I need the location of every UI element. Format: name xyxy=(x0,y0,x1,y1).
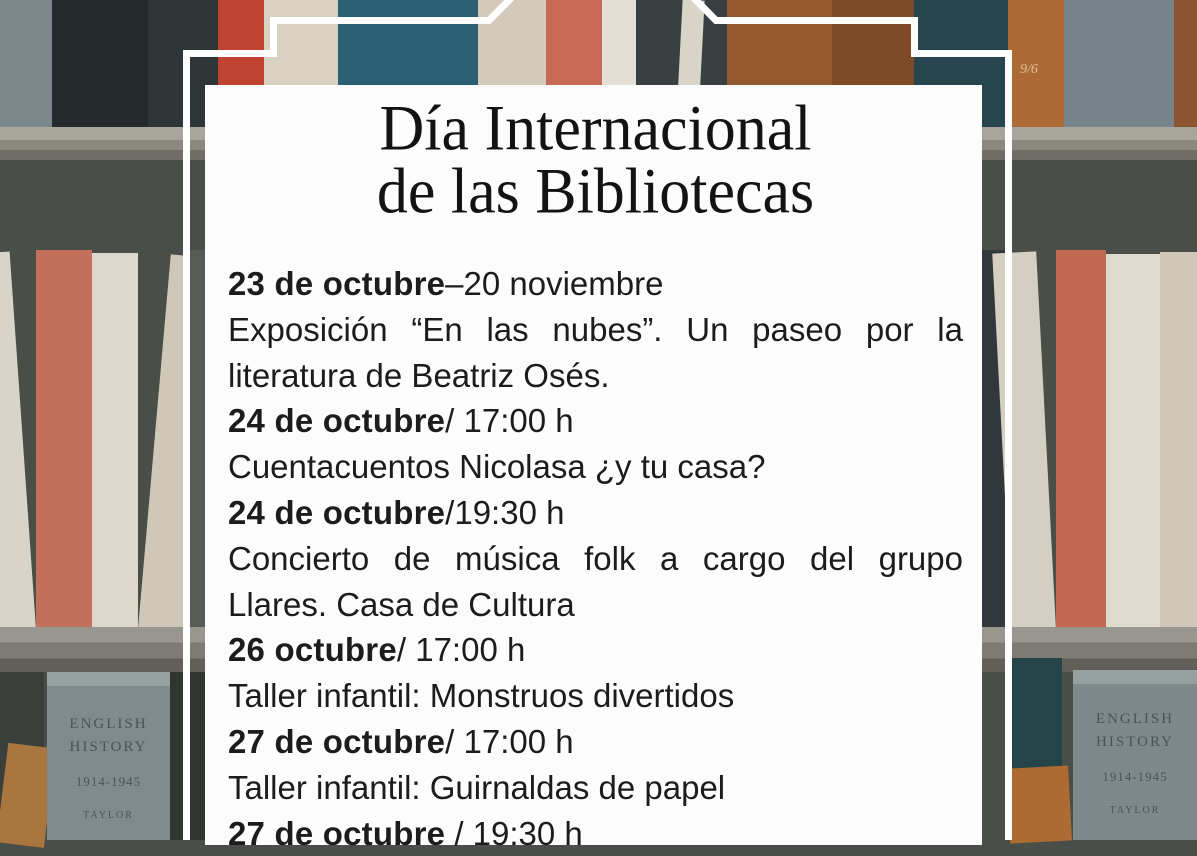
event-item xyxy=(228,627,963,719)
poster-title-line2: de las Bibliotecas xyxy=(376,155,815,228)
book-years: 1914-1945 xyxy=(75,774,142,789)
event-date: 24 de octubre xyxy=(228,402,446,440)
book-years: 1914-1945 xyxy=(1102,769,1168,784)
event-item xyxy=(228,811,963,856)
book-title-line: ENGLISH xyxy=(69,716,148,732)
book-spine xyxy=(92,253,138,630)
book-spine xyxy=(1064,0,1174,127)
event-list xyxy=(228,261,963,856)
event-description: Concierto de música folk a cargo del grupo Llares. Casa de Cultura xyxy=(228,539,963,623)
event-time: / 17:00 h xyxy=(396,631,526,669)
book-spine xyxy=(36,250,92,630)
book-spine xyxy=(1174,0,1197,127)
event-item xyxy=(228,261,963,398)
event-time: –20 noviembre xyxy=(445,265,664,302)
event-description: Cuentacuentos Nicolasa ¿y tu casa? xyxy=(228,448,766,486)
event-date: 24 de octubre xyxy=(228,493,446,531)
book-spine xyxy=(52,0,148,127)
book-spine-title xyxy=(47,713,170,823)
event-time: /19:30 h xyxy=(445,493,565,531)
book-author: TAYLOR xyxy=(83,809,134,821)
book-spine-title xyxy=(1073,708,1197,818)
book-spine xyxy=(1160,252,1197,630)
book-title-line: HISTORY xyxy=(1096,733,1174,750)
book-author: TAYLOR xyxy=(1109,804,1161,816)
book-title-line: HISTORY xyxy=(69,738,148,755)
event-time: / 19:30 h xyxy=(445,814,583,852)
book-spine xyxy=(1056,250,1106,630)
content-card xyxy=(205,85,982,852)
event-date: 26 octubre xyxy=(228,631,397,669)
event-date: 23 de octubre xyxy=(228,265,446,302)
event-description: Exposición “En las nubes”. Un paseo por la literatura de Beatriz Osés. xyxy=(228,310,963,394)
book-title-line: ENGLISH xyxy=(1095,711,1175,727)
event-item xyxy=(228,719,963,811)
event-description: Taller infantil: Monstruos divertidos xyxy=(228,677,735,715)
book-spine xyxy=(0,0,52,127)
book-spine xyxy=(1006,765,1072,843)
event-description: Taller infantil: Guirnaldas de papel xyxy=(228,768,726,806)
book-spine xyxy=(1106,254,1160,630)
poster-title-line1: Día Internacional xyxy=(379,92,812,165)
event-time: / 17:00 h xyxy=(445,722,574,760)
event-date: 27 de octubre xyxy=(228,722,446,760)
event-item xyxy=(228,398,963,490)
book-spine xyxy=(0,251,36,631)
book-price-mark: 9/6 xyxy=(1020,62,1038,77)
event-item xyxy=(228,490,963,627)
poster-title xyxy=(228,92,963,228)
event-time: / 17:00 h xyxy=(445,402,574,440)
event-date: 27 de octubre xyxy=(228,814,446,852)
